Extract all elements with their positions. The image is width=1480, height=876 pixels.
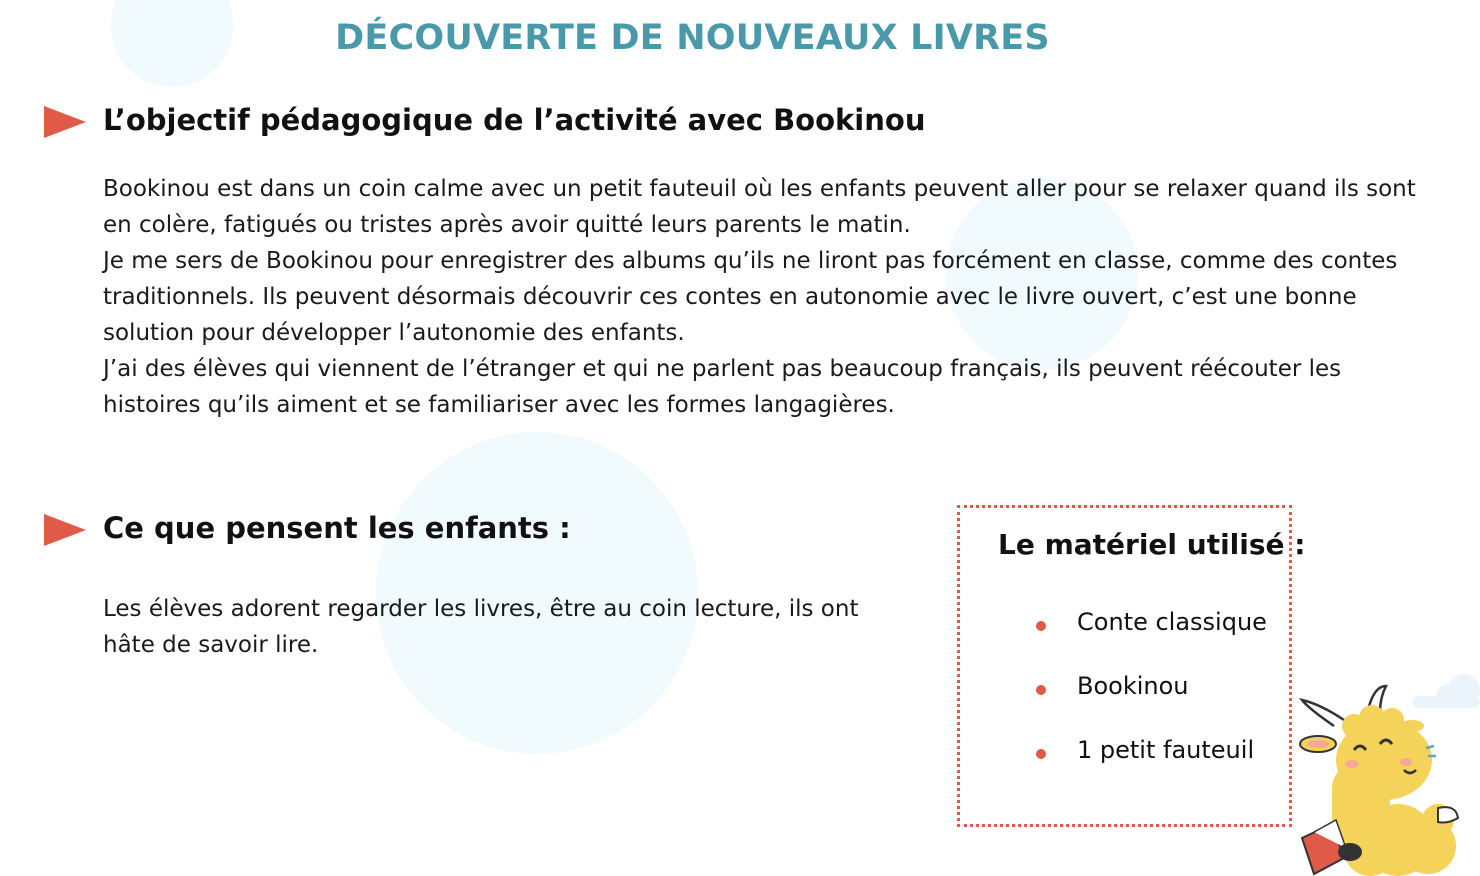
bullet-dot-icon — [1036, 749, 1046, 759]
bullet-dot-icon — [1036, 685, 1046, 695]
materials-box — [957, 505, 1306, 827]
section-heading-children: Ce que pensent les enfants : — [103, 511, 571, 545]
triangle-arrow-icon — [44, 106, 86, 138]
paragraph-line: J’ai des élèves qui viennent de l’étranger et qui ne parlent pas beaucoup français, ils peuvent réécouter les — [103, 356, 1342, 382]
paragraph-line: en colère, fatigués ou tristes après avoir quitté leurs parents le matin. — [103, 212, 911, 238]
cloud-icon — [1412, 674, 1480, 708]
materials-title: Le matériel utilisé : — [998, 528, 1306, 561]
paragraph-line: hâte de savoir lire. — [103, 632, 319, 658]
materials-item: 1 petit fauteuil — [1077, 736, 1255, 764]
paragraph-line: Bookinou est dans un coin calme avec un petit fauteuil où les enfants peuvent aller pour se relaxer quand ils sont — [103, 176, 1416, 202]
paragraph-line: Les élèves adorent regarder les livres, être au coin lecture, ils ont — [103, 596, 859, 622]
paragraph-line: solution pour développer l’autonomie des enfants. — [103, 320, 685, 346]
sheep-reading-book-mascot — [1288, 668, 1480, 876]
paragraph-line: histoires qu’ils aiment et se familiariser avec les formes langagières. — [103, 392, 895, 418]
paragraph-line: traditionnels. Ils peuvent désormais découvrir ces contes en autonomie avec le livre ouvert, c’est une bonne — [103, 284, 1357, 310]
bullet-dot-icon — [1036, 621, 1046, 631]
paragraph-line: Je me sers de Bookinou pour enregistrer des albums qu’ils ne liront pas forcément en classe, comme des contes — [103, 248, 1398, 274]
section-heading-objective: L’objectif pédagogique de l’activité avec Bookinou — [103, 103, 926, 137]
materials-item: Conte classique — [1077, 608, 1267, 636]
materials-item: Bookinou — [1077, 672, 1189, 700]
triangle-arrow-icon — [44, 514, 86, 546]
page-title: DÉCOUVERTE DE NOUVEAUX LIVRES — [335, 18, 1050, 58]
